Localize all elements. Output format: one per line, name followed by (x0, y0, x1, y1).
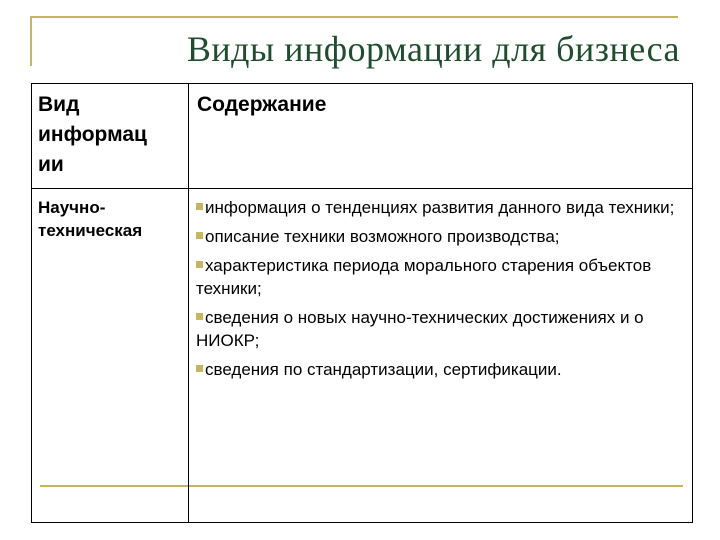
square-bullet-icon (196, 313, 203, 320)
list-item-text: сведения по стандартизации, сертификации. (205, 360, 562, 379)
header-content-cell: Содержание (197, 93, 327, 116)
square-bullet-icon (196, 232, 203, 239)
list-item-text: информация о тенденциях развития данного вида техники; (205, 198, 675, 217)
list-item-text: характеристика периода морального старения объектов техники; (196, 256, 652, 298)
square-bullet-icon (196, 261, 203, 268)
row-type-label: Научно-техническая (38, 198, 143, 240)
list-item (196, 225, 686, 248)
left-decorative-line (30, 16, 32, 66)
header-type-cell: Вид информац ии (38, 93, 147, 176)
info-table (31, 83, 693, 523)
list-item (196, 306, 686, 352)
column-divider (188, 84, 189, 522)
row-type-cell (38, 196, 188, 242)
list-item-text: описание техники возможного производства; (205, 227, 560, 246)
list-item (196, 254, 686, 300)
square-bullet-icon (196, 203, 203, 210)
list-item-text: сведения о новых научно-технических достижениях и о НИОКР; (196, 308, 644, 350)
top-decorative-line (30, 16, 678, 18)
header-divider (32, 188, 692, 189)
row-content-cell (196, 196, 686, 387)
list-item (196, 358, 686, 381)
slide-title: Виды информации для бизнеса (186, 29, 680, 69)
list-item (196, 196, 686, 219)
square-bullet-icon (196, 365, 203, 372)
